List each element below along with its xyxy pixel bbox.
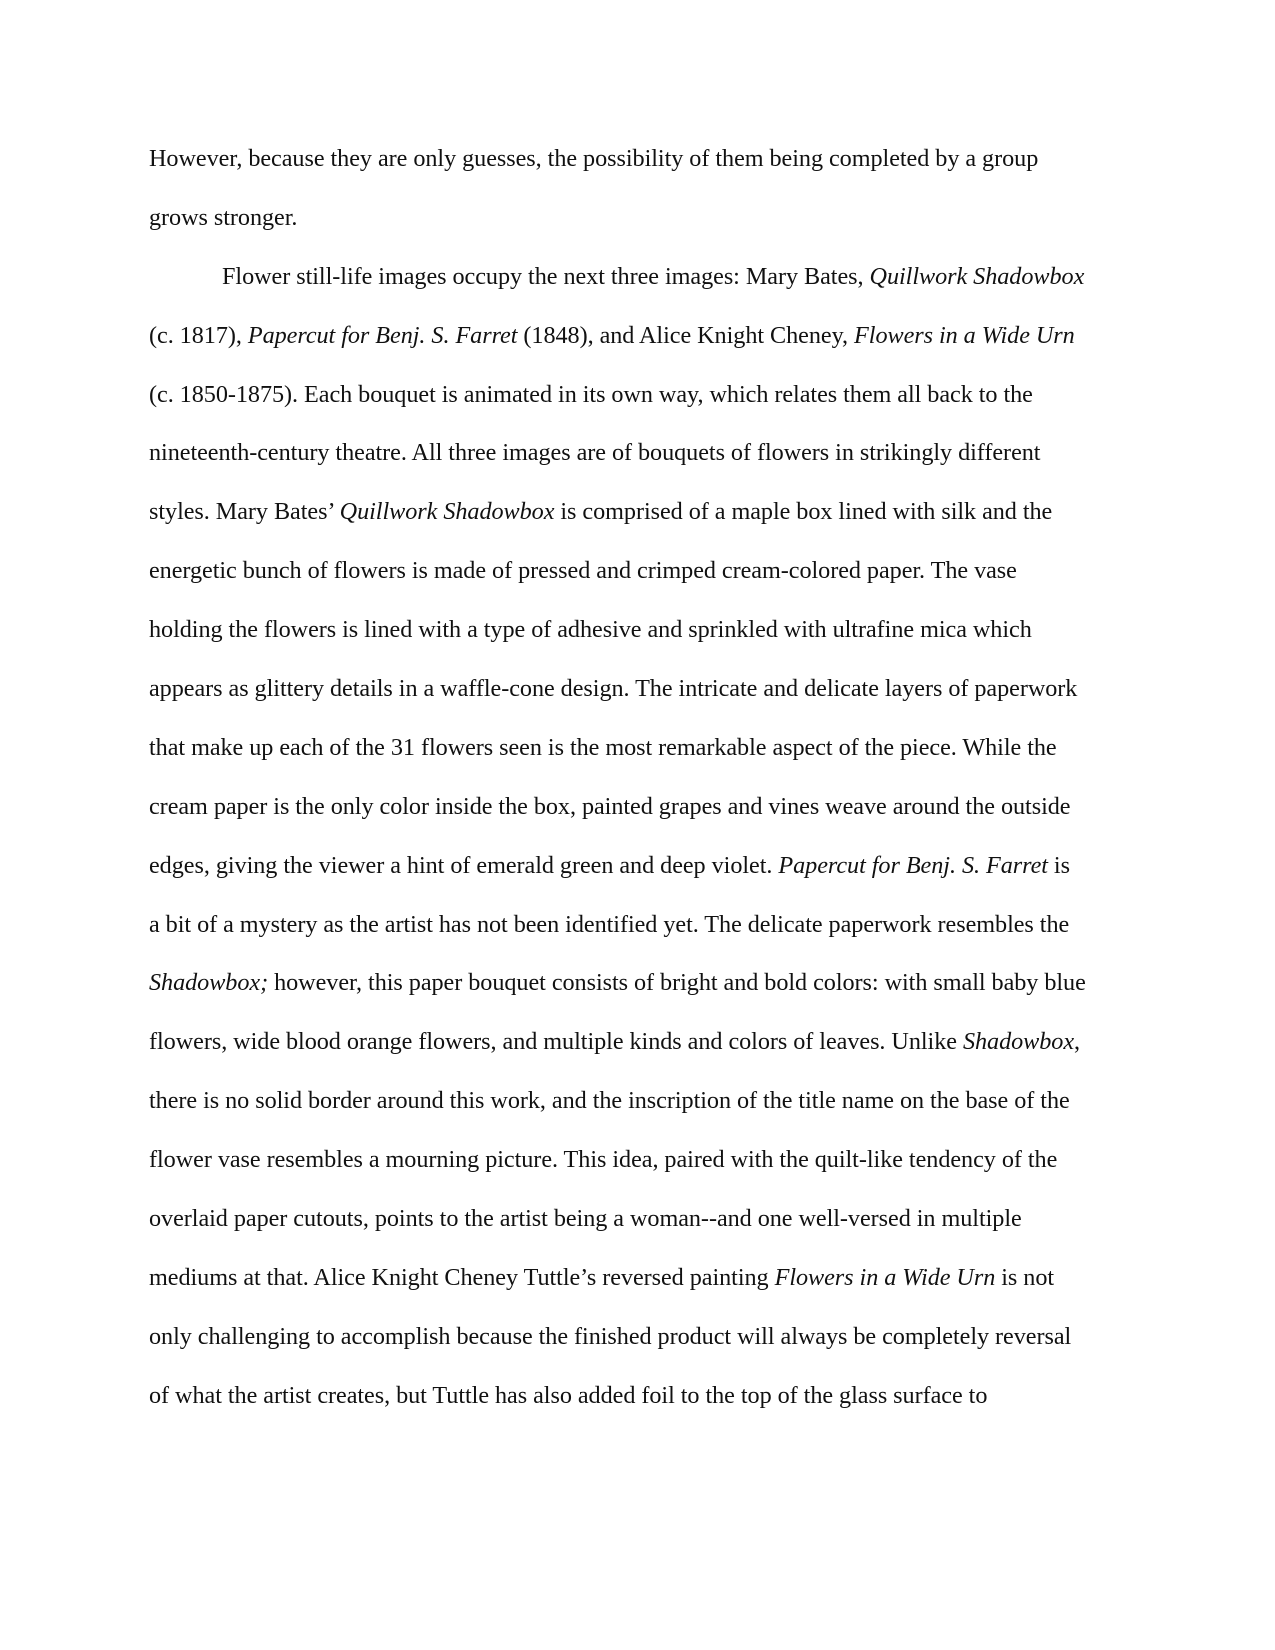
text-run: styles. Mary Bates’ [149, 498, 340, 526]
text-run: (c. 1850-1875). Each bouquet is animated in its own way, which relates them all back to the [149, 380, 1033, 408]
text-run: (c. 1817), [149, 321, 248, 349]
italic-title-text: Flowers in a Wide Urn [774, 1263, 996, 1291]
text-line [149, 551, 1139, 610]
text-run: is not [995, 1263, 1055, 1291]
text-line [149, 316, 1139, 375]
text-line [149, 1376, 1139, 1435]
text-line [149, 963, 1139, 1022]
text-run: there is no solid border around this work, and the inscription of the title name on the base of the [149, 1087, 1070, 1115]
text-line [149, 787, 1139, 846]
italic-title-text: Papercut for Benj. S. Farret [247, 321, 518, 349]
text-run: grows stronger. [149, 203, 298, 231]
text-run: a bit of a mystery as the artist has not been identified yet. The delicate paperwork resembles the [149, 910, 1070, 938]
text-run: only challenging to accomplish because the finished product will always be completely reversal [149, 1322, 1072, 1350]
italic-title-text: Shadowbox [962, 1028, 1075, 1056]
text-run: Flower still-life images occupy the next three images: Mary Bates, [222, 262, 870, 290]
text-run: appears as glittery details in a waffle-cone design. The intricate and delicate layers of paperwork [149, 675, 1078, 703]
text-line [149, 198, 1139, 257]
text-run: nineteenth-century theatre. All three images are of bouquets of flowers in strikingly different [149, 439, 1041, 467]
text-line [149, 1199, 1139, 1258]
text-run: that make up each of the 31 flowers seen is the most remarkable aspect of the piece. While the [149, 733, 1057, 761]
text-line [149, 1258, 1139, 1317]
text-run: however, this paper bouquet consists of bright and bold colors: with small baby blue [268, 969, 1086, 997]
text-line [149, 1140, 1139, 1199]
italic-title-text: Quillwork Shadowbox [869, 262, 1085, 290]
text-run: overlaid paper cutouts, points to the artist being a woman--and one well-versed in multiple [149, 1205, 1022, 1233]
text-run: flowers, wide blood orange flowers, and multiple kinds and colors of leaves. Unlike [149, 1028, 963, 1056]
text-line [149, 433, 1139, 492]
italic-title-text: Shadowbox; [149, 969, 269, 997]
text-line [149, 492, 1139, 551]
text-run: cream paper is the only color inside the box, painted grapes and vines weave around the outside [149, 792, 1071, 820]
text-line [149, 1022, 1139, 1081]
text-run: is comprised of a maple box lined with silk and the [554, 498, 1053, 526]
text-run: holding the flowers is lined with a type of adhesive and sprinkled with ultrafine mica which [149, 616, 1032, 644]
body-text [149, 139, 1139, 1435]
text-run: flower vase resembles a mourning picture. This idea, paired with the quilt-like tendency of the [149, 1146, 1058, 1174]
text-line [149, 257, 1139, 316]
text-run: , [1074, 1028, 1081, 1056]
italic-title-text: Papercut for Benj. S. Farret [778, 851, 1048, 879]
text-run: is [1047, 851, 1070, 879]
text-run: However, because they are only guesses, the possibility of them being completed by a group [149, 145, 1039, 172]
text-line [149, 375, 1139, 434]
text-line [149, 610, 1139, 669]
italic-title-text: Quillwork Shadowbox [339, 498, 555, 526]
text-run: edges, giving the viewer a hint of emerald green and deep violet. [149, 851, 779, 879]
text-run: energetic bunch of flowers is made of pressed and crimped cream-colored paper. The vase [149, 557, 1017, 585]
text-run: (1848), and Alice Knight Cheney, [517, 321, 855, 349]
italic-title-text: Flowers in a Wide Urn [854, 321, 1075, 349]
text-run: mediums at that. Alice Knight Cheney Tuttle’s reversed painting [149, 1263, 775, 1291]
text-line [149, 669, 1139, 728]
text-line [149, 905, 1139, 964]
text-line [149, 728, 1139, 787]
text-line [149, 1317, 1139, 1376]
text-line [149, 139, 1139, 198]
text-run: of what the artist creates, but Tuttle has also added foil to the top of the glass surface to [149, 1381, 988, 1409]
text-line [149, 1081, 1139, 1140]
text-line [149, 846, 1139, 905]
